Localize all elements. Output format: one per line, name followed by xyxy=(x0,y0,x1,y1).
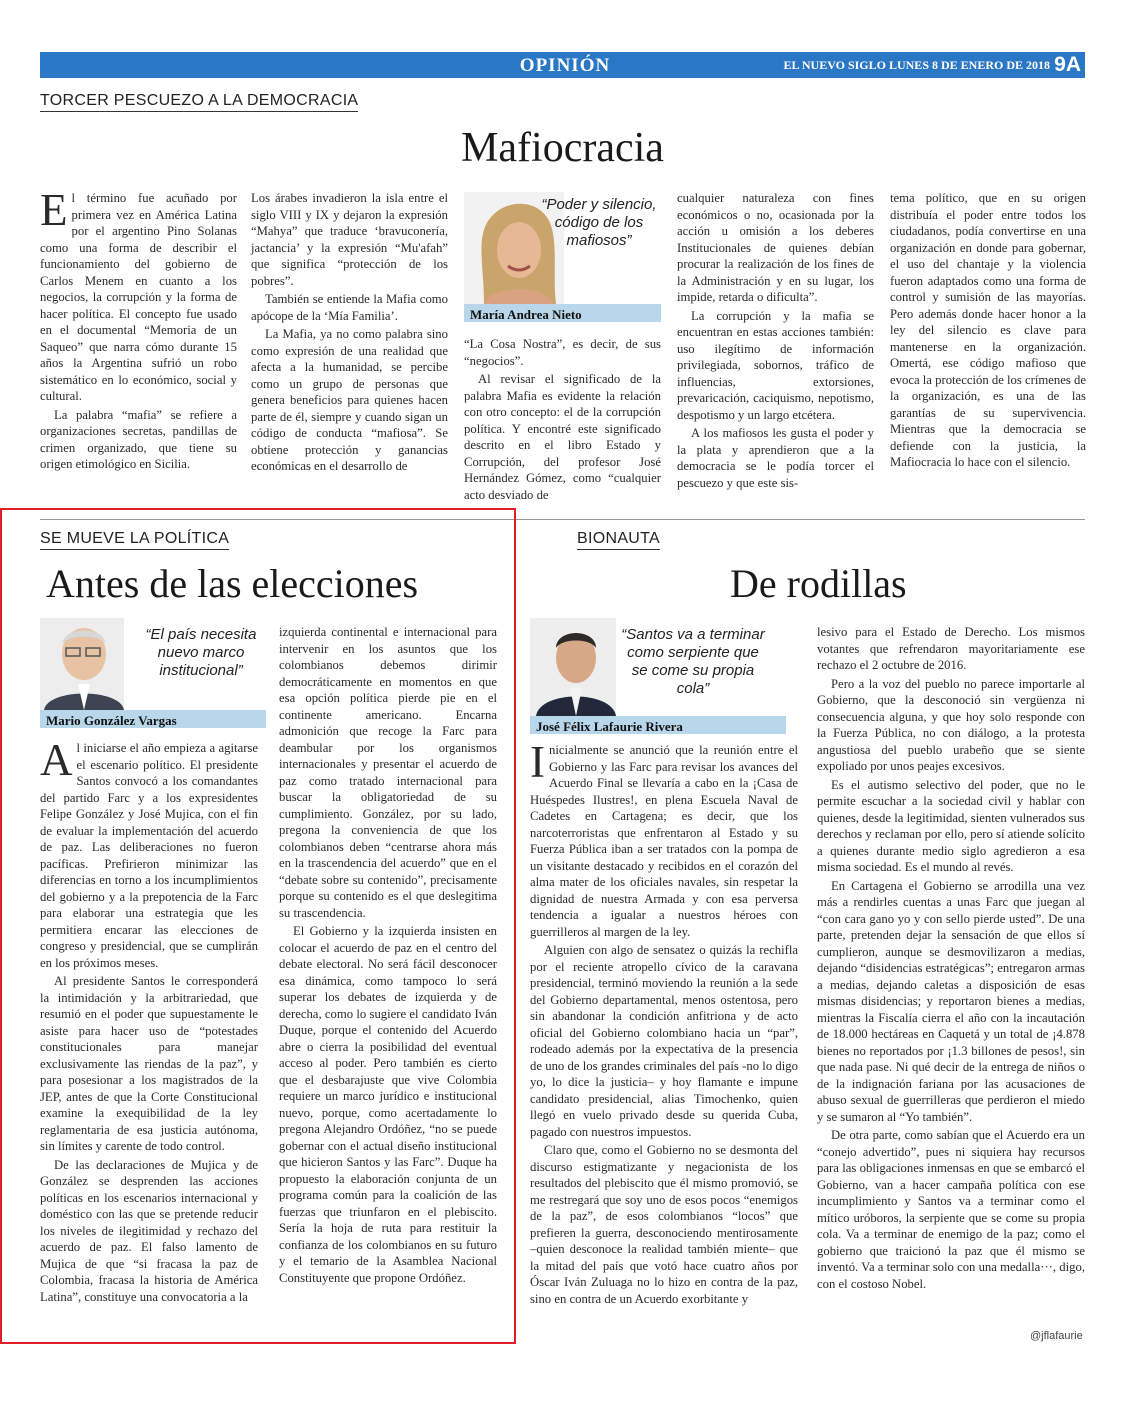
paragraph: izquierda continental e internacional para intervenir en los asuntos que los colombianos debemos dirimir democráticamente en momentos en que esa opción política pierde pie en el continente americano. Encarna admonición que recoge la Farc para deambular por los organismos internacionales y presentar el acuerdo de paz como tratado internacional para buscar la obligatoriedad de su cumplimiento. González, por su lado, pregona la conveniencia de que los colombianos deben “centrarse ahora más en la trascendencia del acuerdo” que en el “debate sobre su contenido”, precisamente porque su contenido es el que deslegitima su trascendencia. xyxy=(279,625,497,920)
article1-column-5 xyxy=(890,190,1086,473)
section-title: OPINIÓN xyxy=(519,55,611,76)
paragraph: nicialmente se anunció que la reunión entre el Gobierno y las Farc para revisar los avances del Acuerdo Final se llevaría a cabo en la ¡Casa de Huéspedes Ilustres!, en plena Escuela Naval de Cadetes en Cartagena; es decir, que los narcoterroristas que enfrentaron al Estado y su Fuerza Pública iban a ser tratados con la pompa de un visitante destacado y recibidos en el corazón del alma mater de los oficiales navales, sin respetar la dignidad de nuestra Armada y con esa perversa tendencia a igualar a nuestros héroes con guerrilleros al margen de la ley. xyxy=(530,743,798,939)
pull-quote: “Poder y silencio, código de los mafiosos” xyxy=(541,196,657,249)
article3-column-2 xyxy=(817,624,1085,1294)
author-byline: José Félix Lafaurie Rivera xyxy=(530,716,786,734)
article1-kicker: TORCER PESCUEZO A LA DEMOCRACIA xyxy=(40,92,358,112)
author-byline: Mario González Vargas xyxy=(40,710,266,728)
article1-column-1 xyxy=(40,185,237,475)
paragraph: l iniciarse el año empieza a agitarse el escenario político. El presidente Santos convocó a los comandantes del partido Farc y a los expresidentes Felipe González y José Mujica, con el fin de evaluar la implementación del acuerdo de paz. Las deliberaciones no fueron pacíficas. Prefirieron minimizar las diferencias en torno a los incumplimientos del gobierno y a la prepotencia de la Farc para elaborar una estrategia que les permitiera encarar las elecciones de congreso y presidencial, que se cumplirán en los próximos meses. xyxy=(40,741,258,970)
article1-column-3 xyxy=(464,336,661,505)
article1-column-4 xyxy=(677,190,874,493)
paragraph: La Mafia, ya no como palabra sino como expresión de una realidad que afecta a la humanidad, se percibe como un grupo de personas que genera beneficios para quienes hacen parte de él, siempre y cuando sigan un código de conducta “mafiosa”. Se obtiene protección y ganancias económicas en el desarrollo de xyxy=(251,327,448,473)
paragraph: Es el autismo selectivo del poder, que no le permite escuchar a la sociedad civil y hablar con quienes, desde la legitimidad, sienten vulnerados sus derechos y reclaman por ello, pero sí atiende solícito a quienes durante medio siglo agredieron a esa misma sociedad. Es el mundo al revés. xyxy=(817,777,1085,874)
paragraph: Alguien con algo de sensatez o quizás la rechifla por el reciente atropello cívico de la caravana presidencial, terminó moviendo la reunión a la sede del Gobierno departamental, menos ostentosa, pero sin abandonar la condición anfitriona y de acto oficial del Gobierno colombiano hacia un “par”, rodeado además por la expectativa de la presencia de uno de los grandes criminales del país -no lo digo yo, lo dice la justicia– y hoy flamante e impune candidato presidencial, alias Timochenko, quien llegó en vuelo privado desde su querida Cuba, pagado con nuestros impuestos. xyxy=(530,943,798,1139)
paragraph: “La Cosa Nostra”, es decir, de sus “negocios”. xyxy=(464,337,661,368)
author-handle: @jflafaurie xyxy=(1030,1330,1083,1342)
article3-title: De rodillas xyxy=(730,561,907,606)
article1-column-2 xyxy=(251,190,448,477)
article2-column-1 xyxy=(40,735,258,1307)
paragraph: De las declaraciones de Mujica y de González se desprenden las acciones políticas en los escenarios internacional y doméstico con las que se pretende reducir los niveles de ilegitimidad y rechazo del acuerdo de paz. El falso lamento de Mujica de que “si fracasa la paz de Colombia, fracasa la historia de América Latina”, constituye una convocatoria a la xyxy=(40,1157,258,1304)
article3-column-1 xyxy=(530,737,798,1309)
paragraph: Al revisar el significado de la palabra Mafia es evidente la relación con otro concepto: el de la corrupción política. Y encontré este significado descrito en el libro Estado y Corrupción, del profesor José Hernández Gómez, como “cualquier acto desviado de xyxy=(464,372,661,502)
author-photo xyxy=(40,618,124,710)
author-byline: María Andrea Nieto xyxy=(464,304,661,322)
dropcap: I xyxy=(530,737,545,787)
page-number: 9A xyxy=(1054,53,1081,76)
dropcap: A xyxy=(40,735,73,785)
paragraph: De otra parte, como sabían que el Acuerdo era un “conejo advertido”, pues ni siquiera hay recursos para las obligaciones inmensas en que se embarcó el Gobierno, van a hacer campaña política con ese incumplimiento y Santos va a terminar como el mítico uróboros, la serpiente que se come su propia cola. Va a terminar de enemigo de la paz; como el gobierno que traicionó la paz que él mismo se inventó. Va a terminar solo con una medalla···, digo, con el costoso Nobel. xyxy=(817,1128,1085,1291)
paragraph: El Gobierno y la izquierda insisten en colocar el acuerdo de paz en el centro del debate electoral. No será fácil desconocer esa dinámica, como tampoco lo será superar los debates de izquierda y de derecha, como lo sugiere el candidato Iván Duque, porque el contenido del Acuerdo abre o cierra la posibilidad del eventual acceso al poder. Pero también es cierto que el desbarajuste que vive Colombia requiere un marco jurídico e institucional nuevo, porque, como acertadamente lo pregona Alejandro Ordóñez, “no se puede gobernar con el actual diseño institucional que hicieron Santos y las Farc”. Duque ha propuesto la elaboración conjunta de un programa común para la coalición de las fuerzas que triunfaron en el plebiscito. Sería la hoja de ruta para restituir la confianza de los colombianos en su futuro y el temario de la Asamblea Nacional Constituyente que propone Ordóñez. xyxy=(279,924,497,1285)
pull-quote: “Santos va a terminar como serpiente que se come su propia cola” xyxy=(621,626,765,697)
paragraph: tema político, que en su origen distribuía el poder entre todos los ciudadanos, podía convertirse en una organización en donde para gobernar, el uso del chantaje y la violencia fueron adaptados como una forma de control y sumisión de las mayorías. Pero además donde hacer honor a la ley del silencio es clave para mantenerse en la organización. Omertá, ese código mafioso que evoca la protección de los crímenes de la organización, es una de las garantías de su supervivencia. Mientras que la democracia se defiende con la justicia, la Mafiocracia lo hace con el silencio. xyxy=(890,191,1086,469)
paragraph: También se entiende la Mafia como apócope de la ‘Mía Familia’. xyxy=(251,292,448,323)
article2-kicker: SE MUEVE LA POLÍTICA xyxy=(40,530,229,550)
paragraph: Al presidente Santos le corresponderá la intimidación y la arbitrariedad, que resumió en el poder que supuestamente le asiste para hacer uso de “potestades constitucionales para manejar exclusivamente las riendas de la paz”, y para posesionar a los magistrados de la JEP, antes de que la Corte Constitucional examine la exequibilidad de la ley reglamentaria de esa justicia autónoma, sin límites y carente de todo control. xyxy=(40,974,258,1153)
article2-column-2 xyxy=(279,624,497,1288)
paragraph: La corrupción y la mafia se encuentran en estas acciones también: uso ilegítimo de información privilegiada, sobornos, tráfico de influencias, extorsiones, prevaricación, caciquismo, nepotismo, despotismo y un largo etcétera. xyxy=(677,308,874,422)
author-photo xyxy=(530,618,616,716)
paragraph: La palabra “mafia” se refiere a organizaciones secretas, pandillas de crimen organizado, que tiene su origen etimológico en Sicilia. xyxy=(40,407,237,471)
paragraph: Pero a la voz del pueblo no parece importarle al Gobierno, que la desconoció sin vergüenza ni consecuencia alguna, y que hoy solo responde con la Fuerza Pública, no con diálogo, a la protesta angustiosa del pueblo urabeño que se siente expoliado por unos peajes excesivos. xyxy=(817,676,1085,773)
article1-title: Mafiocracia xyxy=(461,125,664,171)
paragraph: cualquier naturaleza con fines económicos o no, ocasionada por la acción u omisión a los deberes Institucionales de quienes debían procurar la realización de los fines de la Administración y en su lugar, los impide, retarda o dificulta”. xyxy=(677,191,874,304)
pull-quote: “El país necesita nuevo marco institucional” xyxy=(145,626,257,679)
article3-kicker: BIONAUTA xyxy=(577,530,660,550)
masthead-date: EL NUEVO SIGLO LUNES 8 DE ENERO DE 2018 xyxy=(783,58,1050,72)
paragraph: A los mafiosos les gusta el poder y la plata y aprendieron que a la democracia se le podía torcer el pescuezo y que este sis- xyxy=(677,426,874,490)
paragraph: l término fue acuñado por primera vez en América Latina por el argentino Pino Solanas como una forma de describir el funcionamiento del gobierno de Carlos Menem en cuanto a los negocios, la corrupción y la forma de hacer política. El concepto fue usado en el documental “Memoria de un Saqueo” que narra cómo durante 15 años la Argentina sufrió un robo sistemático en lo económico, social y cultural. xyxy=(40,191,237,403)
paragraph: Claro que, como el Gobierno no se desmonta del discurso estigmatizante y negacionista de los resultados del plebiscito que él mismo promovió, se me restregará que soy uno de esos pocos “enemigos de la paz”, de esos colombianos “locos” que prefieren la guerra, desconociendo mentirosamente –quien desconoce la realidad también miente– que la mitad del país que votó hace cuatro años por Óscar Iván Zuluaga no lo hizo en contra de la paz, sino en contra de un Acuerdo exorbitante y xyxy=(530,1143,798,1306)
paragraph: En Cartagena el Gobierno se arrodilla una vez más a rendirles cuentas a unas Farc que juegan al “con cara gano yo y con sello pierde usted”. De una parte, pretenden dejar la sensación de que ellos sí cumplieron, aunque se desmovilizaron a medias, dejando “disidencias estratégicas”; entregaron armas a medias, dejando caletas a disposición de esas mismas disidencias; y reportaron bienes a medias, mientras la Fiscalía cierra el año con la incautación de 18.000 hectáreas en Caquetá y un total de ¡4.878 bienes no reportados por ¡1.3 billones de pesos!, sin que nada pase. Ni qué decir de la entrega de niños o de la indignación fariana por las acusaciones de abuso sexual de guerrilleras que perdieron el miedo y se sumaron al “Yo también”. xyxy=(817,878,1085,1124)
article2-title: Antes de las elecciones xyxy=(46,561,419,606)
dropcap: E xyxy=(40,185,68,235)
paragraph: Los árabes invadieron la isla entre el siglo VIII y IX y dejaron la expresión “Mahya” que traduce ‘bravuconería, jactancia’ y la expresión “Mu'afah” que significa “protección de los pobres”. xyxy=(251,191,448,288)
paragraph: lesivo para el Estado de Derecho. Los mismos votantes que refrendaron mayoritariamente ese rechazo el 2 octubre de 2016. xyxy=(817,625,1085,672)
